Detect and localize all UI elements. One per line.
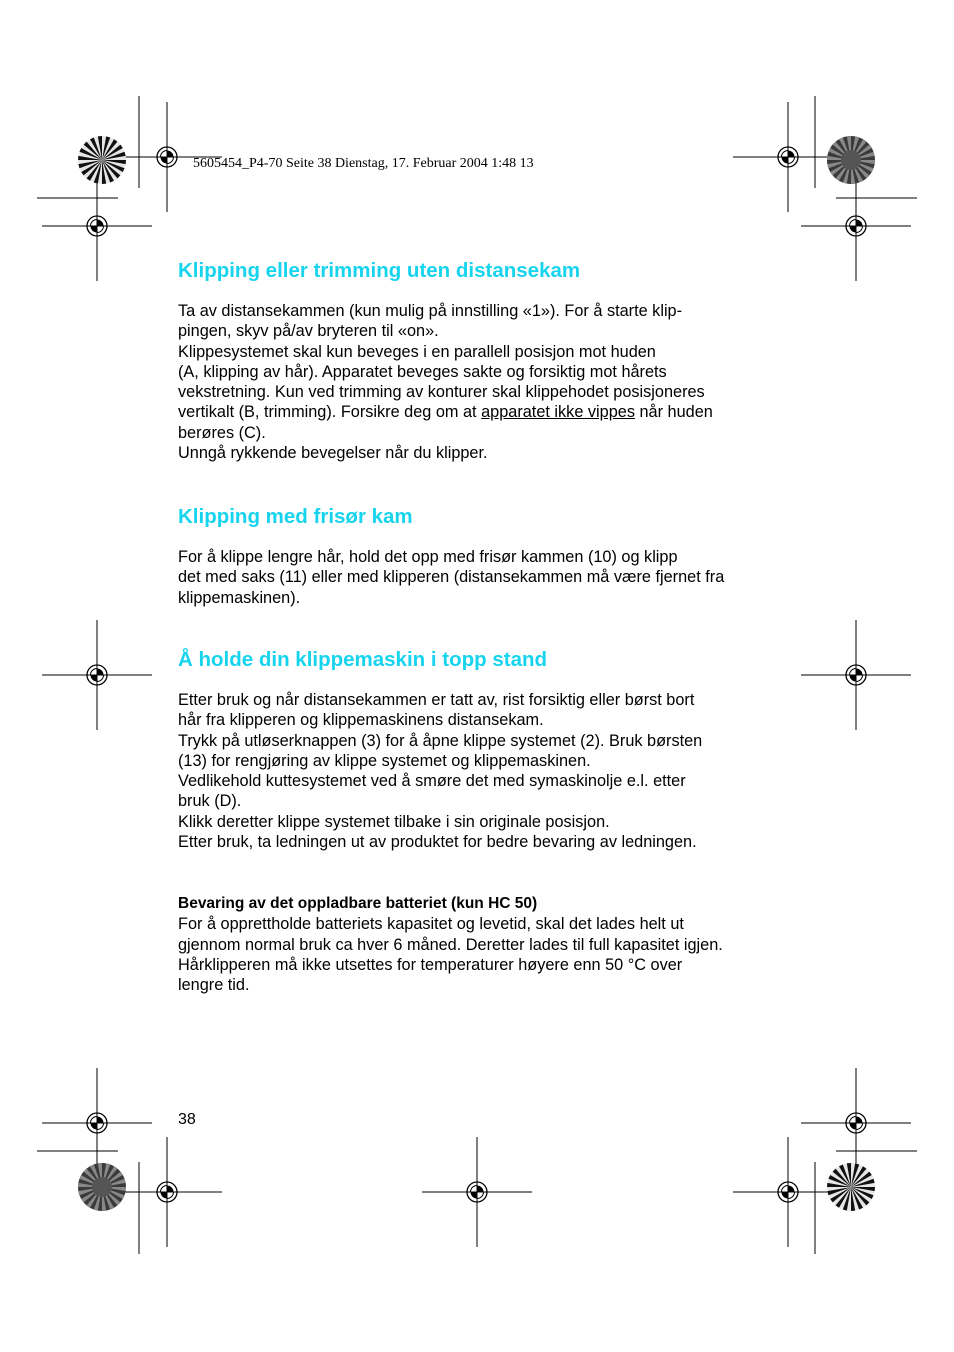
text-line: Etter bruk og når distansekammen er tatt av, rist forsiktig eller børst bort	[178, 691, 695, 709]
text-line: Hårklipperen må ikke utsettes for temperaturer høyere enn 50 °C over	[178, 955, 683, 974]
text-line: hår fra klipperen og klippemaskinens distansekam.	[178, 711, 544, 730]
registration-mark-icon	[801, 171, 911, 281]
battery-heading: Bevaring av det oppladbare batteriet (kun HC 50)	[178, 895, 538, 912]
section-heading: Å holde din klippemaskin i topp stand	[178, 648, 548, 671]
text-line: berøres (C).	[178, 423, 266, 442]
text-line: Etter bruk, ta ledningen ut av produktet for bedre bevaring av ledningen.	[178, 833, 697, 852]
registration-mark-icon	[42, 171, 152, 281]
color-wheel-icon	[827, 1163, 875, 1211]
registration-mark-icon	[733, 102, 843, 212]
text-line: bruk (D).	[178, 792, 242, 811]
text-line: det med saks (11) eller med klipperen (distansekammen må være fjernet fra	[178, 568, 725, 587]
registration-mark-icon	[42, 620, 152, 730]
section-body	[178, 301, 788, 463]
section-body	[178, 690, 788, 852]
text-line: lengre tid.	[178, 976, 250, 995]
registration-mark-icon	[801, 620, 911, 730]
text-fragment: når huden	[634, 403, 713, 422]
printer-slug: 5605454_P4-70 Seite 38 Dienstag, 17. Februar 2004 1:48 13	[193, 156, 534, 171]
text-line: vekstretning. Kun ved trimming av konturer skal klippehodet posisjoneres	[178, 383, 705, 402]
text-line: For å klippe lengre hår, hold det opp med frisør kammen (10) og klipp	[178, 548, 678, 566]
registration-mark-icon	[422, 1137, 532, 1247]
section-comb	[178, 505, 788, 608]
text-line: For å opprettholde batteriets kapasitet og levetid, skal det lades helt ut	[178, 915, 684, 934]
section-trimming	[178, 259, 788, 463]
section-maintenance	[178, 648, 788, 852]
section-heading: Klipping med frisør kam	[178, 505, 413, 528]
text-line: (A, klipping av hår). Apparatet beveges sakte og forsiktig mot hårets	[178, 362, 667, 381]
text-line: gjennom normal bruk ca hver 6 måned. Deretter lades til full kapasitet igjen.	[178, 935, 723, 954]
registration-mark-icon	[733, 1137, 843, 1247]
color-wheel-icon	[78, 136, 126, 184]
underlined-text: apparatet ikke vippes	[481, 403, 635, 422]
registration-mark-icon	[42, 1068, 152, 1178]
page-number: 38	[178, 1111, 196, 1128]
text-line: pingen, skyv på/av bryteren til «on».	[178, 322, 439, 341]
text-line: Ta av distansekammen (kun mulig på innstilling «1»). For å starte klip-	[178, 302, 683, 320]
registration-mark-icon	[112, 1137, 222, 1247]
text-line: Unngå rykkende bevegelser når du klipper.	[178, 444, 488, 463]
section-body	[178, 547, 788, 608]
text-line: Trykk på utløserknappen (3) for å åpne klippe systemet (2). Bruk børsten	[178, 731, 703, 750]
text-line: klippemaskinen).	[178, 588, 301, 607]
section-battery	[178, 894, 788, 995]
registration-mark-icon	[801, 1068, 911, 1178]
text-line: Klikk deretter klippe systemet tilbake i sin originale posisjon.	[178, 812, 610, 831]
text-fragment: vertikalt (B, trimming). Forsikre deg om at	[178, 403, 482, 422]
color-wheel-icon	[78, 1163, 126, 1211]
text-line: Vedlikehold kuttesystemet ved å smøre det med symaskinolje e.l. etter	[178, 772, 686, 791]
text-line: Klippesystemet skal kun beveges i en parallell posisjon mot huden	[178, 342, 656, 361]
text-line	[178, 402, 788, 422]
section-heading: Klipping eller trimming uten distansekam	[178, 259, 581, 282]
color-wheel-icon	[827, 136, 875, 184]
text-line: (13) for rengjøring av klippe systemet og klippemaskinen.	[178, 751, 591, 770]
